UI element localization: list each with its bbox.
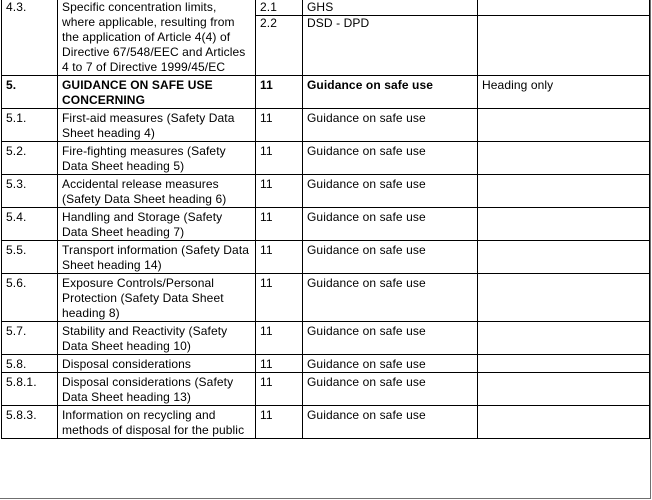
- section-title: Information on recycling and methods of disposal for the public: [58, 406, 256, 439]
- section-number: 5.5.: [2, 241, 58, 274]
- section-title: Exposure Controls/Personal Protection (Safety Data Sheet heading 8): [58, 274, 256, 322]
- table-row: [2, 322, 650, 355]
- section-number: 5.8.1.: [2, 373, 58, 406]
- note-empty: [478, 15, 649, 31]
- note: [478, 208, 650, 241]
- section-number: 5.7.: [2, 322, 58, 355]
- section-title: Specific concentration limits, where applicable, resulting from the application of Article 4(4) of Directive 67/548/EEC and Articles 4 to 7 of Directive 1999/45/EC: [58, 0, 256, 76]
- reference-code: 11: [256, 274, 303, 322]
- section-title: Handling and Storage (Safety Data Sheet heading 7): [58, 208, 256, 241]
- table-row: [2, 355, 650, 373]
- reference-code: 11: [256, 241, 303, 274]
- note: [478, 274, 650, 322]
- requirements-table: [1, 0, 650, 439]
- reference-code: 11: [256, 406, 303, 439]
- reference-code: 11: [256, 175, 303, 208]
- section-title: Disposal considerations (Safety Data Sheet heading 13): [58, 373, 256, 406]
- section-number: 5.3.: [2, 175, 58, 208]
- section-number: 4.3.: [2, 0, 58, 76]
- note: [478, 322, 650, 355]
- section-title: GUIDANCE ON SAFE USE CONCERNING: [58, 76, 256, 109]
- reference-code: 11: [256, 208, 303, 241]
- reference-code: 11: [256, 109, 303, 142]
- reference-text-cell: [303, 0, 478, 76]
- reference-code-cell: [256, 0, 303, 76]
- reference-code: 11: [256, 322, 303, 355]
- section-number: 5.6.: [2, 274, 58, 322]
- section-number: 5.2.: [2, 142, 58, 175]
- table-row: [2, 175, 650, 208]
- reference-text: Guidance on safe use: [303, 142, 478, 175]
- section-number: 5.: [2, 76, 58, 109]
- note: [478, 406, 650, 439]
- note: [478, 175, 650, 208]
- reference-text: Guidance on safe use: [303, 241, 478, 274]
- note: [478, 109, 650, 142]
- reference-text: Guidance on safe use: [303, 175, 478, 208]
- reference-text: Guidance on safe use: [303, 322, 478, 355]
- section-title: Accidental release measures (Safety Data Sheet heading 6): [58, 175, 256, 208]
- reference-code: 11: [256, 373, 303, 406]
- table-row: [2, 0, 650, 76]
- notes-cell: [478, 0, 650, 76]
- section-title: Stability and Reactivity (Safety Data Sheet heading 10): [58, 322, 256, 355]
- reference-text: GHS: [307, 0, 334, 14]
- reference-text: Guidance on safe use: [303, 208, 478, 241]
- table-row: [2, 241, 650, 274]
- section-title: Disposal considerations: [58, 355, 256, 373]
- section-number: 5.1.: [2, 109, 58, 142]
- section-number: 5.8.3.: [2, 406, 58, 439]
- section-number: 5.4.: [2, 208, 58, 241]
- reference-code: 2.1: [260, 0, 277, 14]
- note: [478, 373, 650, 406]
- table-row: [2, 406, 650, 439]
- section-title: Transport information (Safety Data Sheet heading 14): [58, 241, 256, 274]
- reference-code: 11: [256, 355, 303, 373]
- note-empty: [478, 0, 649, 15]
- reference-text: DSD - DPD: [303, 15, 477, 56]
- reference-text: Guidance on safe use: [303, 109, 478, 142]
- reference-code: 11: [256, 76, 303, 109]
- table-row: [2, 109, 650, 142]
- table-row: [2, 208, 650, 241]
- table-row: [2, 274, 650, 322]
- note: [478, 241, 650, 274]
- reference-code: 2.2: [256, 15, 302, 31]
- table-row: [2, 373, 650, 406]
- section-title: Fire-fighting measures (Safety Data Sheet heading 5): [58, 142, 256, 175]
- section-title: First-aid measures (Safety Data Sheet heading 4): [58, 109, 256, 142]
- table-row: [2, 142, 650, 175]
- reference-text: Guidance on safe use: [303, 76, 478, 109]
- note: [478, 142, 650, 175]
- reference-code: 11: [256, 142, 303, 175]
- reference-text: Guidance on safe use: [303, 373, 478, 406]
- reference-text: Guidance on safe use: [303, 355, 478, 373]
- note: [478, 355, 650, 373]
- reference-text: Guidance on safe use: [303, 406, 478, 439]
- note: Heading only: [478, 76, 650, 109]
- table-row: [2, 76, 650, 109]
- reference-text: Guidance on safe use: [303, 274, 478, 322]
- section-number: 5.8.: [2, 355, 58, 373]
